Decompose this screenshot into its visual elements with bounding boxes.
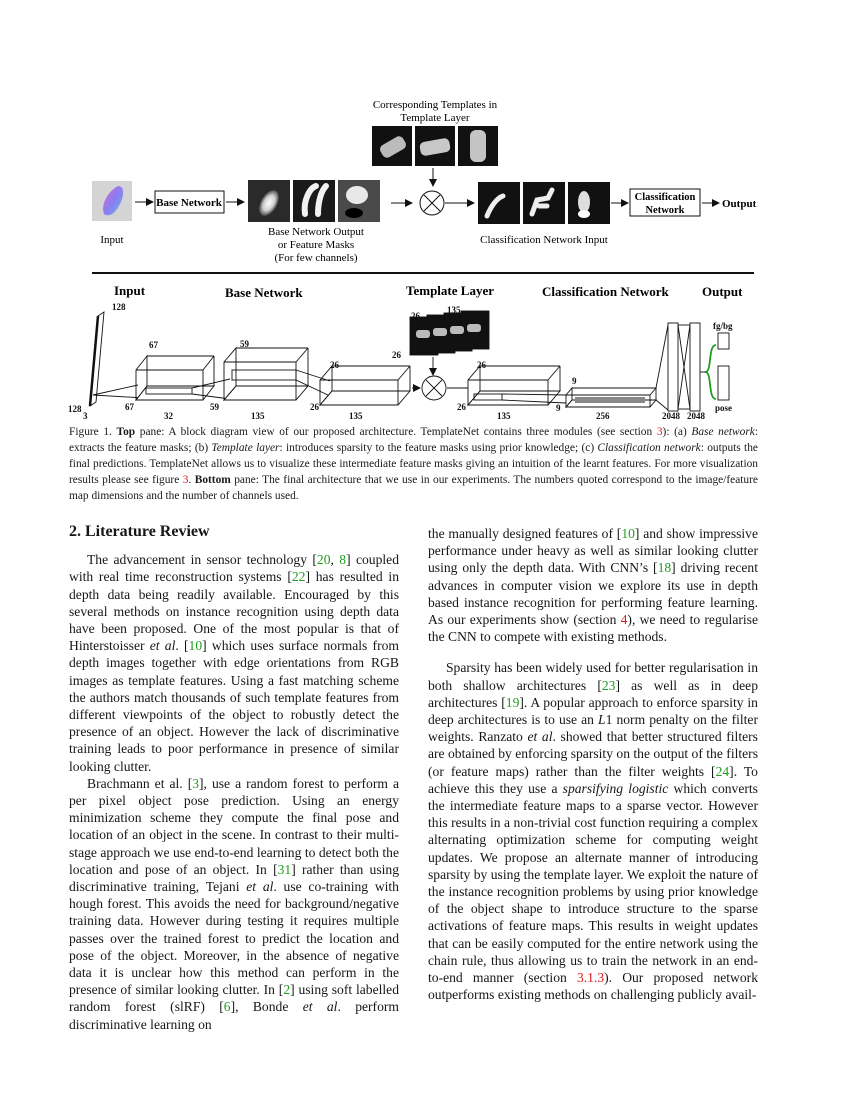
base-output-line1: Base Network Output: [268, 226, 364, 238]
pose-label: pose: [715, 403, 733, 413]
class-input-3-bright: [578, 210, 590, 218]
template-car-3: [470, 130, 486, 162]
right-column: [428, 525, 758, 1003]
caption-text-5: : outputs the final predictions. TemplateNet allows us to visualize these intermediate feature masks giving an intuition of the learnt features. For more visualization results please see figure: [69, 442, 758, 486]
dim-input-channels: 3: [83, 411, 88, 420]
figure-caption: [69, 424, 758, 504]
dim-conv3-height: 26: [330, 360, 339, 370]
dim-conv4-channels: 135: [497, 411, 511, 420]
conv3-volume: [320, 391, 410, 405]
dim-fc2: 2048: [687, 411, 705, 420]
citation[interactable]: 2: [283, 982, 291, 998]
feature-masks: [248, 180, 380, 222]
caption-base-network: Base network: [691, 426, 755, 438]
citation[interactable]: 10: [621, 526, 635, 541]
feature-mask-3-dark: [345, 208, 363, 218]
caption-figure-ref[interactable]: 3: [182, 474, 189, 486]
citation[interactable]: 6: [223, 999, 231, 1015]
bottom-header-base: Base Network: [225, 285, 303, 300]
caption-section-ref[interactable]: 3: [656, 426, 663, 438]
dim-input-height: 128: [112, 302, 126, 312]
dim-conv4-height: 26: [477, 360, 486, 370]
paragraph-3: the manually designed features of [10] and show impressive performance under heavy as well as similar looking clutter using only the depth data. With CNN’s [18] driving recent advances in computer vision we explore its use in depth based instance recognition for performing feature learning. As our experiments show (section 4), we need to regularise the CNN to compete with existing methods.: [428, 526, 759, 645]
dim-conv2-height: 59: [240, 339, 249, 349]
class-input-2: [523, 182, 565, 224]
dim-conv5-width: 9: [556, 403, 561, 413]
template-stack: [410, 311, 489, 355]
dim-conv1-channels: 32: [164, 411, 173, 420]
citation[interactable]: 24: [715, 763, 730, 779]
dim-conv3-channels: 135: [349, 411, 363, 420]
dim-template-height: 26: [411, 311, 420, 321]
dim-fc1: 2048: [662, 411, 680, 420]
dim-conv1-width: 67: [125, 402, 134, 412]
caption-text-3: : extracts the feature masks; (b): [69, 426, 759, 454]
caption-text-4: : introduces sparsity to the feature masks using prior knowledge; (c): [279, 442, 598, 454]
class-input-label: Classification Network Input: [480, 234, 608, 246]
dim-conv5-channels: 256: [596, 411, 610, 420]
section-ref[interactable]: 4: [620, 612, 628, 628]
fgbg-label: fg/bg: [713, 321, 733, 331]
conv2-volume: [224, 386, 308, 400]
conv5-volume: [566, 400, 656, 407]
class-input-3-blob: [578, 191, 590, 213]
classification-box-line2: Network: [645, 205, 685, 216]
base-network-box-label: Base Network: [156, 197, 222, 209]
base-output-line3: (For few channels): [274, 252, 358, 264]
section-title: 2. Literature Review: [69, 523, 210, 540]
top-input-label: Input: [100, 234, 124, 246]
bottom-header-classification: Classification Network: [542, 284, 669, 299]
fc1-layer: [668, 323, 678, 411]
paragraph-2: Brachmann et al. [3], use a random forest to perform a per pixel object pose prediction. Using an energy minimization scheme they compute the final pose and location of an object in the scene. In contrast to their multi-stage approach we use end-to-end learning to detect both the location and pose of an object. In [31] rather than using discriminative training, Tejani et al. use co-training with hough forest. This avoids the need for background/negative training data. However during testing it requires multiple passes over the trained forest to predict the location and pose of the object. Moreover, in the absence of negative data it is unclear how this method can perform in the presence of similar looking clutter. In [2] using soft labelled random forest (slRF) [6], Bonde et al. perform discriminative learning on: [69, 775, 399, 1032]
citation[interactable]: 19: [505, 694, 520, 710]
dim-input-width: 128: [68, 404, 82, 414]
dim-conv4-width: 26: [457, 402, 466, 412]
caption-figure-number: Figure 1.: [69, 426, 112, 438]
pose-output: [718, 366, 729, 400]
bottom-header-output: Output: [702, 284, 743, 299]
base-output-line2: or Feature Masks: [277, 239, 355, 251]
classification-inputs: [478, 182, 610, 224]
fc2-layer: [690, 323, 700, 411]
figure-1-diagram: [0, 0, 850, 420]
class-input-1: [478, 182, 520, 224]
paragraph-1: The advancement in sensor technology [20, 8] coupled with real time reconstruction systems [22] has resulted in depth data being readily available. Encouraged by this several methods on instance recognition using depth data have been proposed. One of the most popular is that of Hinterstoisser et al. [10] which uses surface normals from depth images together with edge orientations from RGB images as template features. Using a fast matching scheme the authors match thousands of such template features from different viewpoints of the object to robustly detect the presence of an object. However the lack of discriminative training leads to poor performance in presence of similar looking clutter.: [69, 552, 399, 774]
caption-text-2: ): (a): [662, 426, 692, 438]
dim-conv3-width: 26: [310, 402, 319, 412]
templates-label-line2: Template Layer: [400, 112, 470, 124]
caption-classification-network: Classification network: [597, 442, 701, 454]
citation[interactable]: 8: [339, 552, 347, 568]
citation[interactable]: 31: [277, 861, 292, 877]
citation[interactable]: 23: [601, 677, 616, 693]
templates-label-line1: Corresponding Templates in: [372, 99, 498, 111]
template-thumbnails: [372, 126, 498, 166]
citation[interactable]: 20: [316, 552, 331, 568]
top-output-label: Output: [722, 198, 757, 210]
bottom-header-input: Input: [114, 283, 146, 298]
dim-conv1-height: 67: [149, 340, 158, 350]
classification-box-line1: Classification: [634, 192, 696, 203]
section-ref[interactable]: 3.1.3: [576, 970, 605, 986]
dim-template-channels: 135: [447, 305, 461, 315]
fgbg-output: [718, 333, 729, 349]
caption-text-1: pane: A block diagram view of our proposed architecture. TemplateNet contains three modules (see section: [135, 426, 657, 438]
left-column: [69, 523, 399, 1033]
bottom-header-template: Template Layer: [406, 283, 494, 298]
output-brace: [706, 345, 716, 399]
dim-conv5-height: 9: [572, 376, 577, 386]
citation[interactable]: 3: [192, 775, 200, 791]
citation[interactable]: 22: [291, 569, 306, 585]
caption-text-6: .: [188, 474, 195, 486]
paragraph-4: Sparsity has been widely used for better regularisation in both shallow architectures [23] as well as in deep architectures [19]. A popular approach to enforce sparsity in deep architectures is to use an L1 norm penalty on the filter weights. Ranzato et al. showed that better structured filters are obtained by enforcing sparsity on the output of the filters (or feature maps) rather than the filter weights [24]. To achieve this they use a sparsifying logistic which converts the intermediate feature maps to a sparse vector. However this results in a non-trivial cost function requiring a complex alternating optimization scheme for computing weight updates. We propose an alternate manner of introducing sparsity by using the template layer. We exploit the nature of the instance recognition problems by using prior knowledge of the object shape to introduce structure to the sparse activations of feature maps. This results in weight updates that can be easily computed for the entire network using the chain rule, thus allowing us to train the network in an end-to-end manner (section 3.1.3). Our proposed network outperforms existing methods on challenging publicly avail-: [428, 660, 758, 1003]
caption-text-7: pane: The final architecture that we use in our experiments. The numbers quoted correspond to the image/feature map dimensions and the number of channels used.: [69, 474, 758, 502]
caption-template-layer: Template layer: [211, 442, 280, 454]
citation[interactable]: 10: [188, 638, 203, 654]
feature-mask-3-blob: [346, 186, 368, 204]
dim-conv2-width: 59: [210, 402, 219, 412]
dim-template-width: 26: [392, 350, 401, 360]
dim-conv2-channels: 135: [251, 411, 265, 420]
caption-bottom-keyword: Bottom: [194, 474, 231, 486]
figure-1: [0, 0, 850, 420]
architecture-volumes: [90, 311, 729, 411]
conv4-volume: [468, 391, 560, 405]
citation[interactable]: 18: [657, 560, 672, 576]
caption-top-keyword: Top: [116, 426, 136, 438]
